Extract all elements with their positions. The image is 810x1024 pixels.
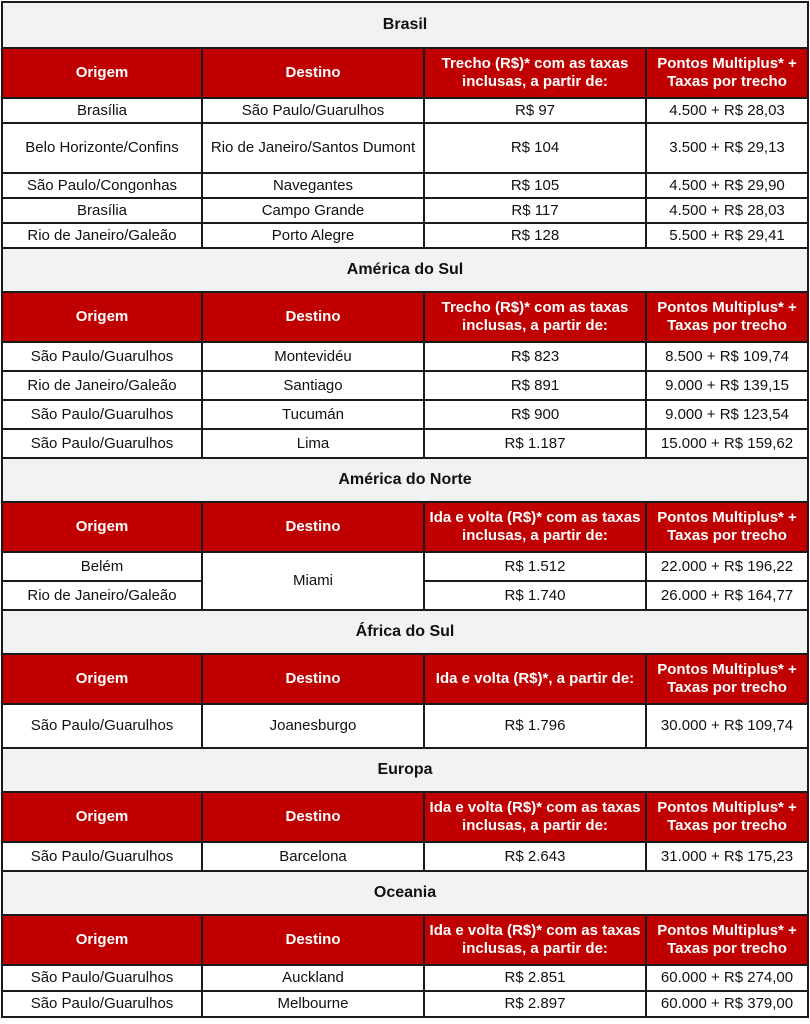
cell-points: 5.500 + R$ 29,41: [646, 223, 808, 248]
cell-destination: Porto Alegre: [202, 223, 424, 248]
cell-points: 9.000 + R$ 123,54: [646, 400, 808, 429]
table-row: [2, 371, 808, 400]
region-title: Europa: [2, 748, 808, 792]
cell-origin: Belo Horizonte/Confins: [2, 123, 202, 173]
cell-destination: Rio de Janeiro/Santos Dumont: [202, 123, 424, 173]
header-destination: Destino: [202, 915, 424, 965]
cell-destination: Santiago: [202, 371, 424, 400]
cell-points: 3.500 + R$ 29,13: [646, 123, 808, 173]
cell-price: R$ 2.643: [424, 842, 646, 871]
cell-price: R$ 1.187: [424, 429, 646, 458]
header-origin: Origem: [2, 915, 202, 965]
column-header-row: [2, 502, 808, 552]
cell-origin: São Paulo/Guarulhos: [2, 704, 202, 748]
fares-table: [1, 1, 809, 1018]
cell-points: 9.000 + R$ 139,15: [646, 371, 808, 400]
cell-destination: Tucumán: [202, 400, 424, 429]
cell-destination: Joanesburgo: [202, 704, 424, 748]
cell-destination: Miami: [202, 552, 424, 610]
header-price: Ida e volta (R$)* com as taxas inclusas, a partir de:: [424, 792, 646, 842]
cell-origin: Belém: [2, 552, 202, 581]
table-row: [2, 342, 808, 371]
cell-points: 26.000 + R$ 164,77: [646, 581, 808, 610]
region-title: América do Sul: [2, 248, 808, 292]
cell-origin: São Paulo/Guarulhos: [2, 342, 202, 371]
cell-destination: São Paulo/Guarulhos: [202, 98, 424, 123]
cell-destination: Barcelona: [202, 842, 424, 871]
column-header-row: [2, 792, 808, 842]
header-points: Pontos Multiplus* + Taxas por trecho: [646, 292, 808, 342]
cell-origin: São Paulo/Congonhas: [2, 173, 202, 198]
cell-origin: São Paulo/Guarulhos: [2, 965, 202, 991]
cell-destination: Melbourne: [202, 991, 424, 1017]
cell-destination: Lima: [202, 429, 424, 458]
cell-points: 4.500 + R$ 28,03: [646, 98, 808, 123]
cell-origin: São Paulo/Guarulhos: [2, 429, 202, 458]
cell-price: R$ 1.512: [424, 552, 646, 581]
header-origin: Origem: [2, 792, 202, 842]
cell-price: R$ 2.851: [424, 965, 646, 991]
header-price: Ida e volta (R$)* com as taxas inclusas, a partir de:: [424, 915, 646, 965]
header-destination: Destino: [202, 48, 424, 98]
header-destination: Destino: [202, 792, 424, 842]
header-origin: Origem: [2, 48, 202, 98]
cell-origin: Brasília: [2, 98, 202, 123]
table-row: [2, 400, 808, 429]
table-row: [2, 173, 808, 198]
header-points: Pontos Multiplus* + Taxas por trecho: [646, 915, 808, 965]
header-origin: Origem: [2, 654, 202, 704]
table-row: [2, 123, 808, 173]
column-header-row: [2, 915, 808, 965]
cell-price: R$ 1.796: [424, 704, 646, 748]
table-row: [2, 965, 808, 991]
header-destination: Destino: [202, 502, 424, 552]
cell-price: R$ 823: [424, 342, 646, 371]
cell-destination: Campo Grande: [202, 198, 424, 223]
cell-price: R$ 900: [424, 400, 646, 429]
region-row: [2, 2, 808, 48]
cell-origin: São Paulo/Guarulhos: [2, 400, 202, 429]
cell-price: R$ 105: [424, 173, 646, 198]
cell-destination: Navegantes: [202, 173, 424, 198]
header-origin: Origem: [2, 502, 202, 552]
table-row: [2, 223, 808, 248]
cell-points: 8.500 + R$ 109,74: [646, 342, 808, 371]
cell-price: R$ 2.897: [424, 991, 646, 1017]
header-price: Ida e volta (R$)*, a partir de:: [424, 654, 646, 704]
cell-price: R$ 1.740: [424, 581, 646, 610]
cell-origin: São Paulo/Guarulhos: [2, 842, 202, 871]
cell-origin: Rio de Janeiro/Galeão: [2, 371, 202, 400]
cell-origin: São Paulo/Guarulhos: [2, 991, 202, 1017]
region-title: Brasil: [2, 2, 808, 48]
column-header-row: [2, 292, 808, 342]
table-row: [2, 842, 808, 871]
table-row: [2, 991, 808, 1017]
table-row: [2, 552, 808, 581]
cell-price: R$ 891: [424, 371, 646, 400]
header-origin: Origem: [2, 292, 202, 342]
header-price: Trecho (R$)* com as taxas inclusas, a partir de:: [424, 292, 646, 342]
cell-origin: Brasília: [2, 198, 202, 223]
header-points: Pontos Multiplus* + Taxas por trecho: [646, 792, 808, 842]
header-destination: Destino: [202, 654, 424, 704]
table-row: [2, 429, 808, 458]
column-header-row: [2, 48, 808, 98]
table-row: [2, 704, 808, 748]
region-row: [2, 610, 808, 654]
cell-destination: Montevidéu: [202, 342, 424, 371]
cell-price: R$ 128: [424, 223, 646, 248]
cell-price: R$ 104: [424, 123, 646, 173]
cell-points: 60.000 + R$ 274,00: [646, 965, 808, 991]
region-title: África do Sul: [2, 610, 808, 654]
region-title: América do Norte: [2, 458, 808, 502]
cell-origin: Rio de Janeiro/Galeão: [2, 223, 202, 248]
header-points: Pontos Multiplus* + Taxas por trecho: [646, 654, 808, 704]
column-header-row: [2, 654, 808, 704]
region-row: [2, 748, 808, 792]
cell-destination: Auckland: [202, 965, 424, 991]
cell-price: R$ 97: [424, 98, 646, 123]
header-price: Ida e volta (R$)* com as taxas inclusas, a partir de:: [424, 502, 646, 552]
cell-points: 30.000 + R$ 109,74: [646, 704, 808, 748]
cell-points: 31.000 + R$ 175,23: [646, 842, 808, 871]
header-points: Pontos Multiplus* + Taxas por trecho: [646, 48, 808, 98]
table-row: [2, 98, 808, 123]
cell-points: 22.000 + R$ 196,22: [646, 552, 808, 581]
cell-price: R$ 117: [424, 198, 646, 223]
header-destination: Destino: [202, 292, 424, 342]
cell-points: 4.500 + R$ 29,90: [646, 173, 808, 198]
header-price: Trecho (R$)* com as taxas inclusas, a partir de:: [424, 48, 646, 98]
region-row: [2, 248, 808, 292]
table-row: [2, 198, 808, 223]
cell-points: 4.500 + R$ 28,03: [646, 198, 808, 223]
header-points: Pontos Multiplus* + Taxas por trecho: [646, 502, 808, 552]
region-title: Oceania: [2, 871, 808, 915]
region-row: [2, 871, 808, 915]
region-row: [2, 458, 808, 502]
cell-origin: Rio de Janeiro/Galeão: [2, 581, 202, 610]
cell-points: 15.000 + R$ 159,62: [646, 429, 808, 458]
cell-points: 60.000 + R$ 379,00: [646, 991, 808, 1017]
